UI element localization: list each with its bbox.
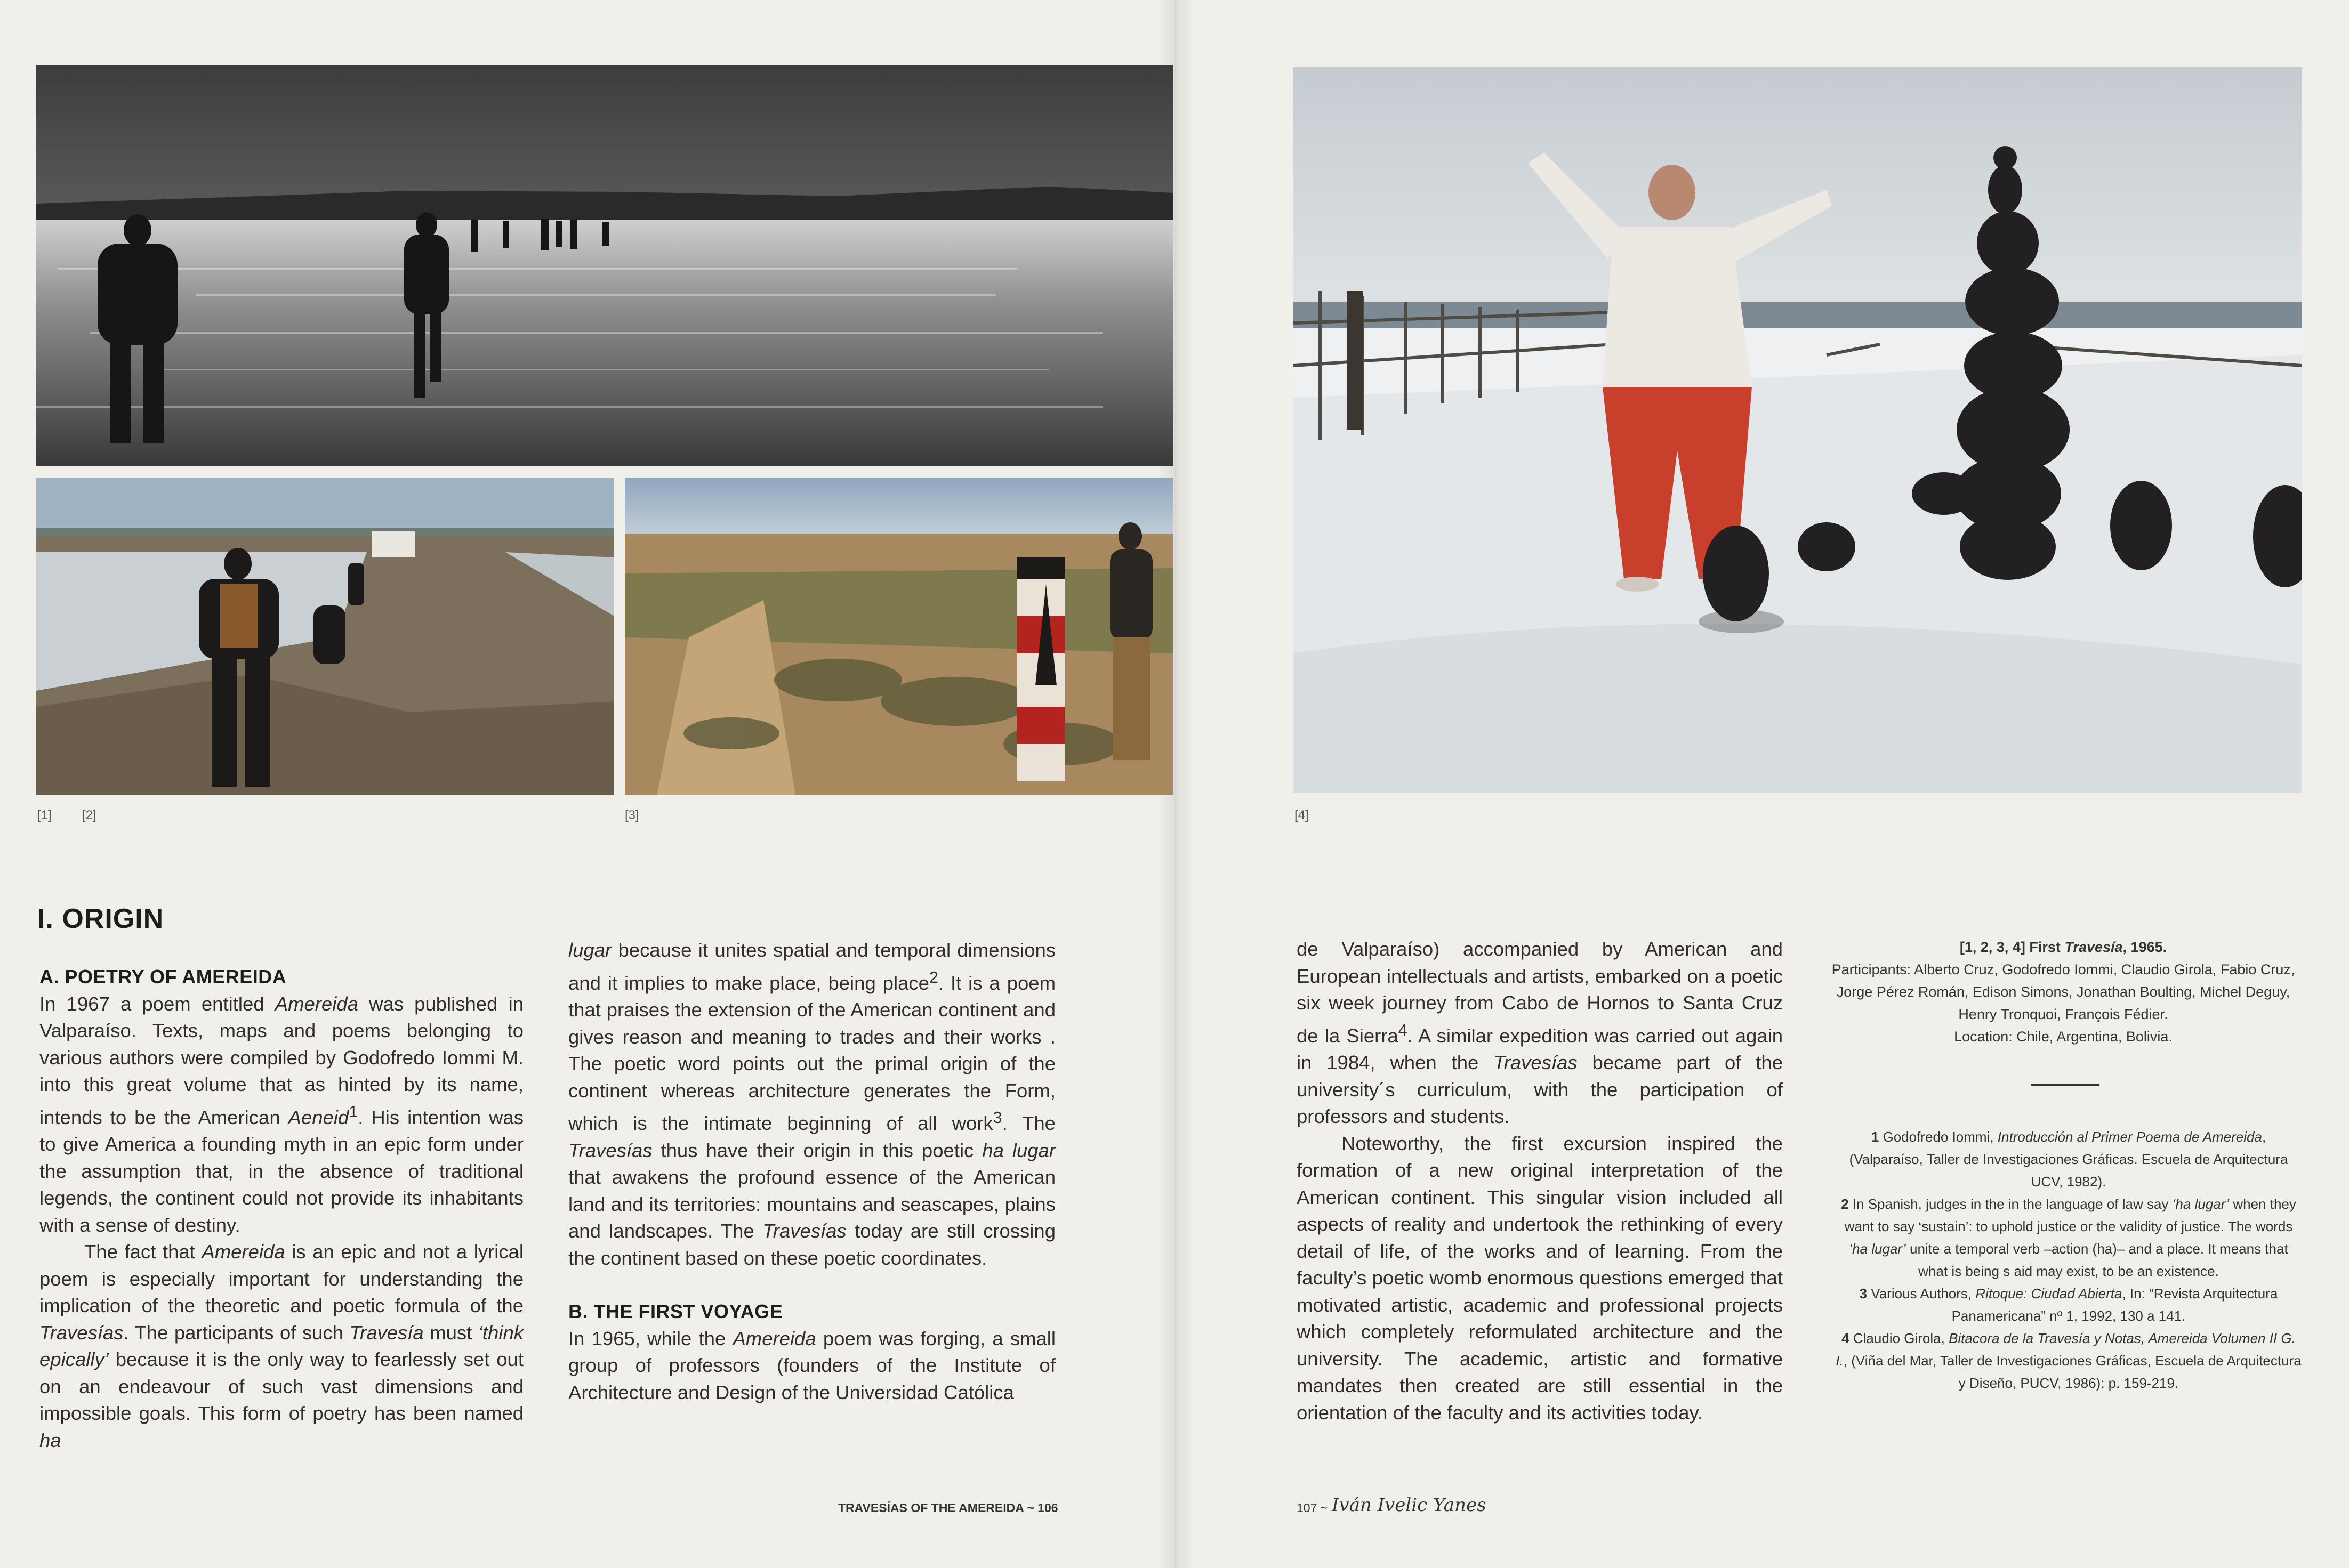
credits-participants: Participants: Alberto Cruz, Godofredo Iommi, Claudio Girola, Fabio Cruz, Jorge Pérez Román, Edison Simons, Jonathan Boulting, Michel Deguy, Henry Tronquoi, François Fédier. <box>1831 961 2295 1022</box>
photo-credits <box>1829 936 2298 1048</box>
paragraph: The fact that Amereida is an epic and not a lyrical poem is especially important for understanding the implication of the theoretic and poetic formula of the Travesías. The participants of such Travesía must ‘think epically’ because it is the only way to fearlessly set out on an endeavour of such vast dimensions and impossible goals. This form of poetry has been named ha <box>39 1241 524 1451</box>
caption-3: [3] <box>625 808 639 822</box>
left-column-1 <box>39 964 524 1454</box>
left-column-2 <box>568 937 1056 1406</box>
credits-location: Location: Chile, Argentina, Bolivia. <box>1954 1029 2173 1045</box>
right-column-1 <box>1297 936 1783 1426</box>
caption-4: [4] <box>1294 808 1309 822</box>
left-footer: TRAVESÍAS OF THE AMEREIDA ~ 106 <box>838 1501 1058 1515</box>
paragraph: In 1967 a poem entitled Amereida was published in Valparaíso. Texts, maps and poems belonging to various authors were compiled by Godofredo Iommi M. into this great volume that as hinted by its name, intends to be the American Aeneid$^1$. His intention was to give America a founding myth in an epic form under the assumption that, in the absence of traditional legends, the continent could not provide its inhabitants with a sense of destiny. <box>39 992 524 1236</box>
footnote: 1 Godofredo Iommi, Introducción al Primer Poema de Amereida, (Valparaíso, Taller de Investigaciones Gráficas. Escuela de Arquitectura UCV, 1982). <box>1849 1129 2288 1190</box>
photo-salt-flat <box>36 65 1173 466</box>
divider <box>2031 1084 2099 1086</box>
caption-1: [1] <box>37 808 52 822</box>
paragraph: de Valparaíso) accompanied by American and European intellectuals and artists, embarked on a poetic six week journey from Cabo de Hornos to Santa Cruz de la Sierra$^4$. A similar expedition was carried out again in 1984, when the Travesías became part of the university´s curriculum, with the participation of professors and students. <box>1297 938 1783 1128</box>
photo-striped-post <box>625 478 1173 795</box>
caption-2: [2] <box>82 808 96 822</box>
photo-snow-cairn <box>1293 67 2302 793</box>
subsection-a-title: A. POETRY OF AMEREIDA <box>39 966 287 988</box>
paragraph: lugar because it unites spatial and temporal dimensions and it implies to make place, being place$^2$. It is a poem that praises the extension of the American continent and gives reason and meaning to trades and their works . The poetic word points out the primal origin of the continent whereas architecture generates the Form, which is the intimate beginning of all work$^3$. The Travesías thus have their origin in this poetic ha lugar that awakens the profound essence of the American land and its territories: mountains and seascapes, plains and landscapes. The Travesías today are still crossing the continent based on these poetic coordinates. <box>568 939 1056 1269</box>
right-footer-number: 107 ~ <box>1297 1501 1328 1515</box>
paragraph: Noteworthy, the first excursion inspired the formation of a new original interpretation of the American continent. This singular vision included all aspects of reality and undertook the rethinking of every detail of life, of the works and of learning. From the faculty’s poetic womb enormous questions emerged that motivated artistic, academic and professional projects which completely reformulated architecture and the university. The academic, artistic and formative mandates then created are still essential in the orientation of the faculty and its activities today. <box>1297 1132 1783 1424</box>
footnote: 3 Various Authors, Ritoque: Ciudad Abierta, In: “Revista Arquitectura Panamericana” nº 1, 1992, 130 a 141. <box>1859 1286 2278 1324</box>
right-footer-author: Iván Ivelic Yanes <box>1332 1494 1486 1516</box>
footnote: 4 Claudio Girola, Bitacora de la Travesía y Notas, Amereida Volumen II G. I., (Viña del Mar, Taller de Investigaciones Gráficas, Escuela de Arquitectura y Diseño, PUCV, 1986): p. 159-219. <box>1836 1330 2302 1391</box>
photo-muddy-path <box>36 478 614 795</box>
footnote: 2 In Spanish, judges in the in the language of law say ‘ha lugar’ when they want to say ‘sustain’: to uphold justice or the validity of justice. The words ‘ha lugar’ unite a temporal verb –action (ha)– and a place. It means that what is being s aid may exist, to be an existence. <box>1841 1196 2296 1279</box>
paragraph: In 1965, while the Amereida poem was forging, a small group of professors (founders of the Institute of Architecture and Design of the Universidad Católica <box>568 1327 1056 1403</box>
subsection-b-title: B. THE FIRST VOYAGE <box>568 1300 783 1323</box>
credits-title: [1, 2, 3, 4] First Travesía, 1965. <box>1959 939 2167 955</box>
footnotes <box>1834 1126 2303 1394</box>
section-title: I. ORIGIN <box>37 903 164 934</box>
